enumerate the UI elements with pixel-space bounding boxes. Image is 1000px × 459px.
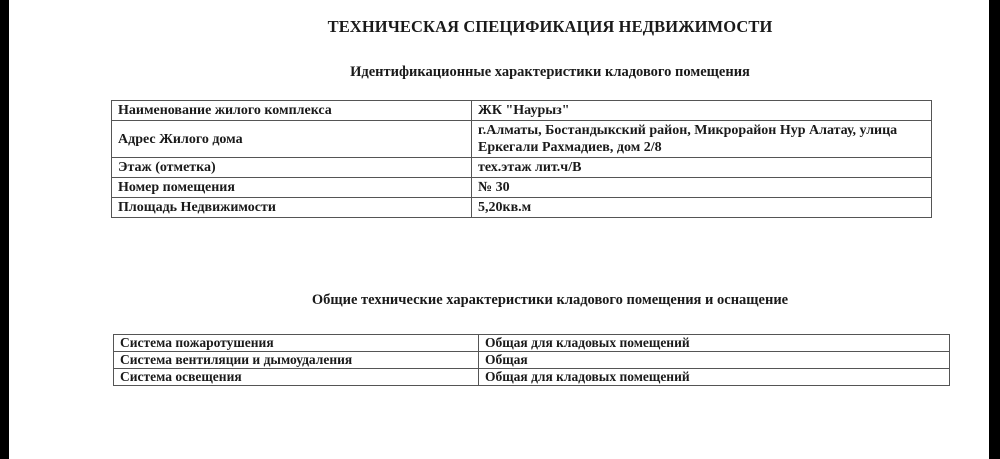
row-label: Номер помещения: [112, 178, 472, 198]
row-value: г.Алматы, Бостандыкский район, Микрорайон Нур Алатау, улица Еркегали Рахмадиев, дом 2/8: [472, 121, 932, 158]
table-row: [114, 369, 950, 386]
row-value: Общая: [479, 352, 950, 369]
table-row: [112, 158, 932, 178]
document-title: ТЕХНИЧЕСКАЯ СПЕЦИФИКАЦИЯ НЕДВИЖИМОСТИ: [327, 17, 773, 36]
identification-table: [111, 100, 932, 218]
row-value: Общая для кладовых помещений: [479, 335, 950, 352]
table-row: [114, 335, 950, 352]
row-label: Система пожаротушения: [114, 335, 479, 352]
technical-heading: Общие технические характеристики кладового помещения и оснащение: [311, 292, 789, 308]
row-value: тех.этаж лит.ч/В: [472, 158, 932, 178]
technical-table: [113, 334, 950, 386]
table-row: [112, 121, 932, 158]
document-page: [9, 0, 989, 459]
table-row: [114, 352, 950, 369]
row-value: № 30: [472, 178, 932, 198]
identification-heading: Идентификационные характеристики кладового помещения: [350, 64, 750, 80]
row-label: Система вентиляции и дымоудаления: [114, 352, 479, 369]
row-label: Площадь Недвижимости: [112, 198, 472, 218]
table-row: [112, 178, 932, 198]
row-value: 5,20кв.м: [472, 198, 932, 218]
row-label: Этаж (отметка): [112, 158, 472, 178]
table-row: [112, 198, 932, 218]
row-label: Система освещения: [114, 369, 479, 386]
table-row: [112, 101, 932, 121]
row-value: Общая для кладовых помещений: [479, 369, 950, 386]
row-label: Адрес Жилого дома: [112, 121, 472, 158]
row-label: Наименование жилого комплекса: [112, 101, 472, 121]
row-value: ЖК "Наурыз": [472, 101, 932, 121]
